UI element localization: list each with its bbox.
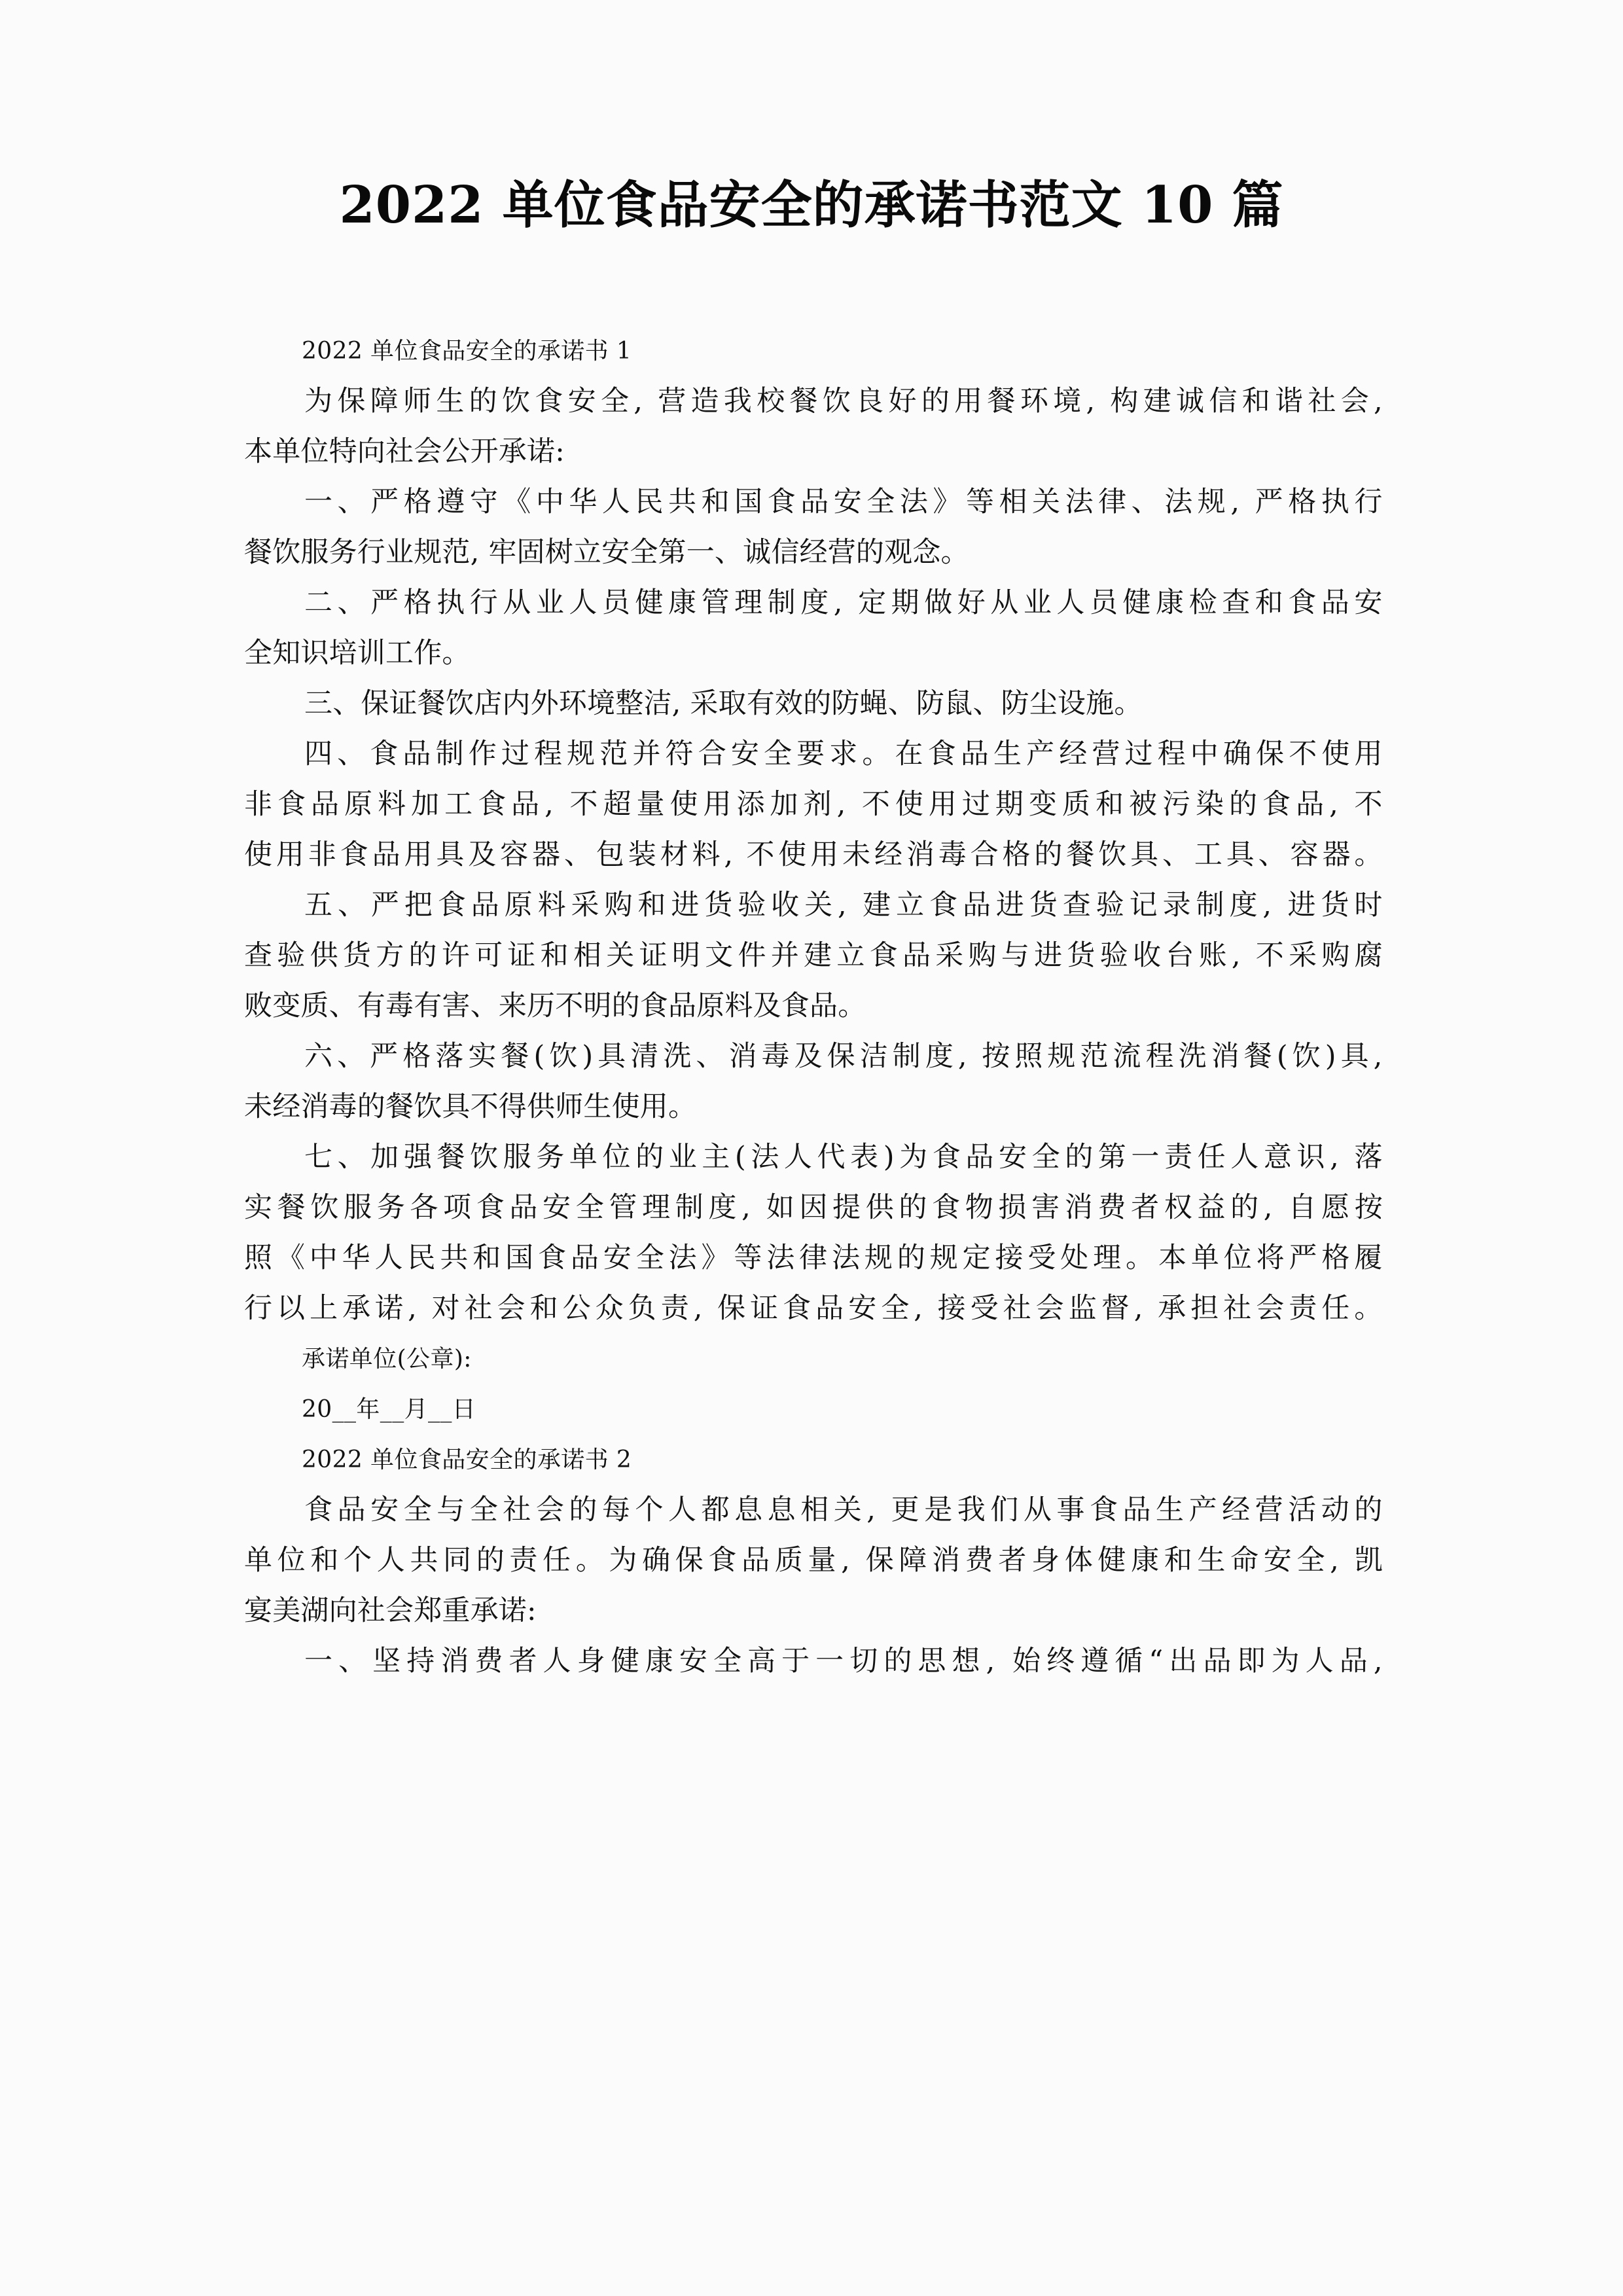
text-line: 为 保 障 师 生 的 饮 食 安 全 , 营 造 我 校 餐 饮 良 好 的 用 餐 环 境 , 构 建 诚 信 和 谐 社 会 , [304, 385, 1383, 418]
text-line: 使 用 非 食 品 用 具 及 容 器 、 包 装 材 料 , 不 使 用 未 经 消 毒 合 格 的 餐 饮 具 、 工 具 、 容 器 。 [244, 838, 1383, 871]
document-body [244, 326, 1383, 1687]
text-line: 六 、 严 格 落 实 餐 ( 饮 ) 具 清 洗 、 消 毒 及 保 洁 制 度 , 按 照 规 范 流 程 洗 消 餐 ( 饮 ) 具 , [304, 1040, 1383, 1073]
text-line: 非 食 品 原 料 加 工 食 品 , 不 超 量 使 用 添 加 剂 , 不 使 用 过 期 变 质 和 被 污 染 的 食 品 , 不 [244, 788, 1383, 821]
text-line: 一 、 坚 持 消 费 者 人 身 健 康 安 全 高 于 一 切 的 思 想 , 始 终 遵 循 “ 出 品 即 为 人 品 , [304, 1645, 1383, 1677]
text-line: 宴美湖向社会郑重承诺: [244, 1594, 537, 1627]
text-line: 一 、 严 格 遵 守 《 中 华 人 民 共 和 国 食 品 安 全 法 》 等 相 关 法 律 、 法 规 , 严 格 执 行 [304, 486, 1383, 518]
text-line: 照 《 中 华 人 民 共 和 国 食 品 安 全 法 》 等 法 律 法 规 的 规 定 接 受 处 理 。 本 单 位 将 严 格 履 [244, 1242, 1383, 1274]
text-line: 20__年__月__日 [302, 1396, 476, 1423]
text-line: 五 、 严 把 食 品 原 料 采 购 和 进 货 验 收 关 , 建 立 食 品 进 货 查 验 记 录 制 度 , 进 货 时 [304, 889, 1383, 922]
text-line: 查 验 供 货 方 的 许 可 证 和 相 关 证 明 文 件 并 建 立 食 品 采 购 与 进 货 验 收 台 账 , 不 采 购 腐 [244, 939, 1383, 972]
text-line: 餐饮服务行业规范, 牢固树立安全第一、诚信经营的观念。 [244, 536, 969, 569]
text-line: 单 位 和 个 人 共 同 的 责 任 。 为 确 保 食 品 质 量 , 保 障 消 费 者 身 体 健 康 和 生 命 安 全 , 凯 [244, 1544, 1383, 1577]
text-line: 三、保证餐饮店内外环境整洁, 采取有效的防蝇、防鼠、防尘设施。 [304, 687, 1143, 720]
text-line: 四 、 食 品 制 作 过 程 规 范 并 符 合 安 全 要 求 。 在 食 品 生 产 经 营 过 程 中 确 保 不 使 用 [304, 738, 1383, 770]
text-line: 本单位特向社会公开承诺: [244, 435, 565, 468]
text-line: 败变质、有毒有害、来历不明的食品原料及食品。 [244, 990, 866, 1022]
text-line: 承诺单位(公章): [302, 1346, 472, 1372]
text-line: 二 、 严 格 执 行 从 业 人 员 健 康 管 理 制 度 , 定 期 做 好 从 业 人 员 健 康 检 查 和 食 品 安 [304, 586, 1383, 619]
text-line: 2022 单位食品安全的承诺书 2 [302, 1446, 632, 1473]
text-line: 实 餐 饮 服 务 各 项 食 品 安 全 管 理 制 度 , 如 因 提 供 的 食 物 损 害 消 费 者 权 益 的 , 自 愿 按 [244, 1191, 1383, 1224]
page-title: 2022 单位食品安全的承诺书范文 10 篇 [339, 175, 1284, 235]
text-line: 2022 单位食品安全的承诺书 1 [302, 338, 632, 365]
text-line: 未经消毒的餐饮具不得供师生使用。 [244, 1090, 697, 1123]
text-line: 行 以 上 承 诺 , 对 社 会 和 公 众 负 责 , 保 证 食 品 安 全 , 接 受 社 会 监 督 , 承 担 社 会 责 任 。 [244, 1292, 1383, 1325]
text-line: 食 品 安 全 与 全 社 会 的 每 个 人 都 息 息 相 关 , 更 是 我 们 从 事 食 品 生 产 经 营 活 动 的 [304, 1494, 1383, 1526]
text-line: 七 、 加 强 餐 饮 服 务 单 位 的 业 主 ( 法 人 代 表 ) 为 食 品 安 全 的 第 一 责 任 人 意 识 , 落 [304, 1141, 1383, 1174]
text-line: 全知识培训工作。 [244, 637, 471, 670]
